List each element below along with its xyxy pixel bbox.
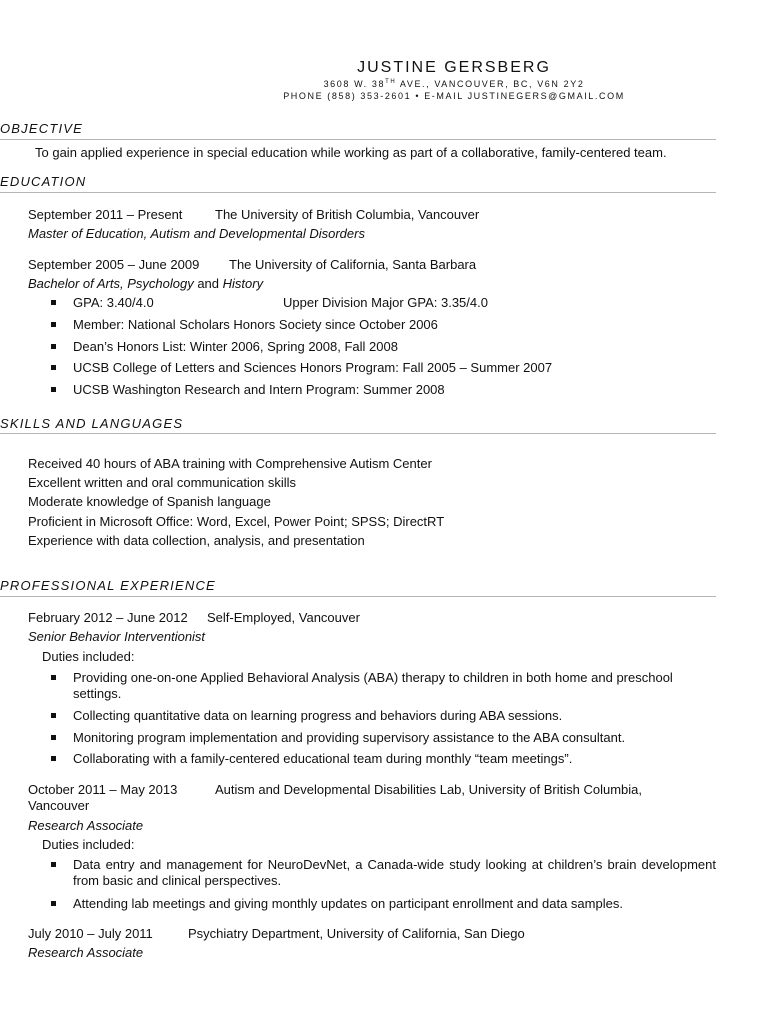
job-role-1: Senior Behavior Interventionist xyxy=(28,629,206,644)
skill-item: Experience with data collection, analysis, and presentation xyxy=(28,533,365,548)
address-number: 3608 W. 38 xyxy=(323,79,386,89)
skills-divider xyxy=(0,433,716,434)
education-school-2: The University of California, Santa Barbara xyxy=(229,257,477,272)
job-2-duty-2: Attending lab meetings and giving monthly updates on participant enrollment and data samples. xyxy=(73,896,623,911)
address-rest: AVE., VANCOUVER, BC, V6N 2Y2 xyxy=(396,79,585,89)
contact-line: PHONE (858) 353-2601 • E-MAIL JUSTINEGERS@GMAIL.COM xyxy=(283,91,625,101)
education-heading: EDUCATION xyxy=(0,174,87,189)
education-dates-2: September 2005 – June 2009 xyxy=(28,257,200,272)
education-bullet-2: Dean’s Honors List: Winter 2006, Spring 2008, Fall 2008 xyxy=(73,339,398,354)
degree-minor: History xyxy=(222,276,264,291)
experience-divider xyxy=(0,596,716,597)
bullet-icon xyxy=(51,901,56,906)
address-line xyxy=(0,79,768,89)
job-org-1: Self-Employed, Vancouver xyxy=(207,610,360,625)
job-1-duty-1: Providing one-on-one Applied Behavioral Analysis (ABA) therapy to children in both home and preschool settings. xyxy=(73,670,673,701)
skills-heading: SKILLS AND LANGUAGES xyxy=(0,416,184,431)
education-degree-1: Master of Education, Autism and Developmental Disorders xyxy=(28,226,365,241)
job-1-duty-4: Collaborating with a family-centered educational team during monthly “team meetings”. xyxy=(73,751,573,766)
bullet-icon xyxy=(51,756,56,761)
job-org-3: Psychiatry Department, University of California, San Diego xyxy=(188,926,525,941)
education-bullet-1: Member: National Scholars Honors Society since October 2006 xyxy=(73,317,438,332)
bullet-icon xyxy=(51,387,56,392)
job-dates-2: October 2011 – May 2013 xyxy=(28,782,178,797)
bullet-icon xyxy=(51,675,56,680)
education-school-1: The University of British Columbia, Vancouver xyxy=(215,207,480,222)
job-role-3: Research Associate xyxy=(28,945,144,960)
degree-major: Bachelor of Arts, Psychology xyxy=(28,276,194,291)
degree-conjunction: and xyxy=(193,276,223,291)
job-duties-label-1: Duties included: xyxy=(42,649,135,664)
skill-item: Received 40 hours of ABA training with Comprehensive Autism Center xyxy=(28,456,432,471)
job-org-2: Autism and Developmental Disabilities Lab, University of British Columbia, xyxy=(215,782,643,797)
skill-item: Proficient in Microsoft Office: Word, Excel, Power Point; SPSS; DirectRT xyxy=(28,514,445,529)
bullet-icon xyxy=(51,862,56,867)
objective-divider xyxy=(0,139,716,140)
education-degree-2 xyxy=(28,276,263,292)
skill-item: Excellent written and oral communication skills xyxy=(28,475,297,490)
bullet-icon xyxy=(51,300,56,305)
education-divider xyxy=(0,192,716,193)
address-superscript: TH xyxy=(385,79,397,85)
bullet-icon xyxy=(51,713,56,718)
resume-name: JUSTINE GERSBERG xyxy=(357,59,551,76)
education-major-gpa: Upper Division Major GPA: 3.35/4.0 xyxy=(283,295,488,310)
job-duties-label-2: Duties included: xyxy=(42,837,135,852)
experience-heading: PROFESSIONAL EXPERIENCE xyxy=(0,578,216,593)
job-dates-3: July 2010 – July 2011 xyxy=(28,926,153,941)
bullet-icon xyxy=(51,735,56,740)
education-dates-1: September 2011 – Present xyxy=(28,207,183,222)
job-1-duty-2: Collecting quantitative data on learning progress and behaviors during ABA sessions. xyxy=(73,708,563,723)
job-dates-1: February 2012 – June 2012 xyxy=(28,610,188,625)
job-role-2: Research Associate xyxy=(28,818,144,833)
job-org-2-continued: Vancouver xyxy=(28,798,90,813)
skill-item: Moderate knowledge of Spanish language xyxy=(28,494,271,509)
bullet-icon xyxy=(51,365,56,370)
bullet-icon xyxy=(51,344,56,349)
education-gpa: GPA: 3.40/4.0 xyxy=(73,295,154,310)
objective-heading: OBJECTIVE xyxy=(0,121,84,136)
job-1-duty-3: Monitoring program implementation and providing supervisory assistance to the ABA consultant. xyxy=(73,730,626,745)
education-bullet-3: UCSB College of Letters and Sciences Honors Program: Fall 2005 – Summer 2007 xyxy=(73,360,553,375)
objective-text: To gain applied experience in special education while working as part of a collaborative, family-centered team. xyxy=(35,145,667,160)
bullet-icon xyxy=(51,322,56,327)
education-bullet-4: UCSB Washington Research and Intern Program: Summer 2008 xyxy=(73,382,445,397)
job-2-duty-1: Data entry and management for NeuroDevNet, a Canada-wide study looking at children’s brain development from basic and clinical perspectives. xyxy=(73,857,716,888)
